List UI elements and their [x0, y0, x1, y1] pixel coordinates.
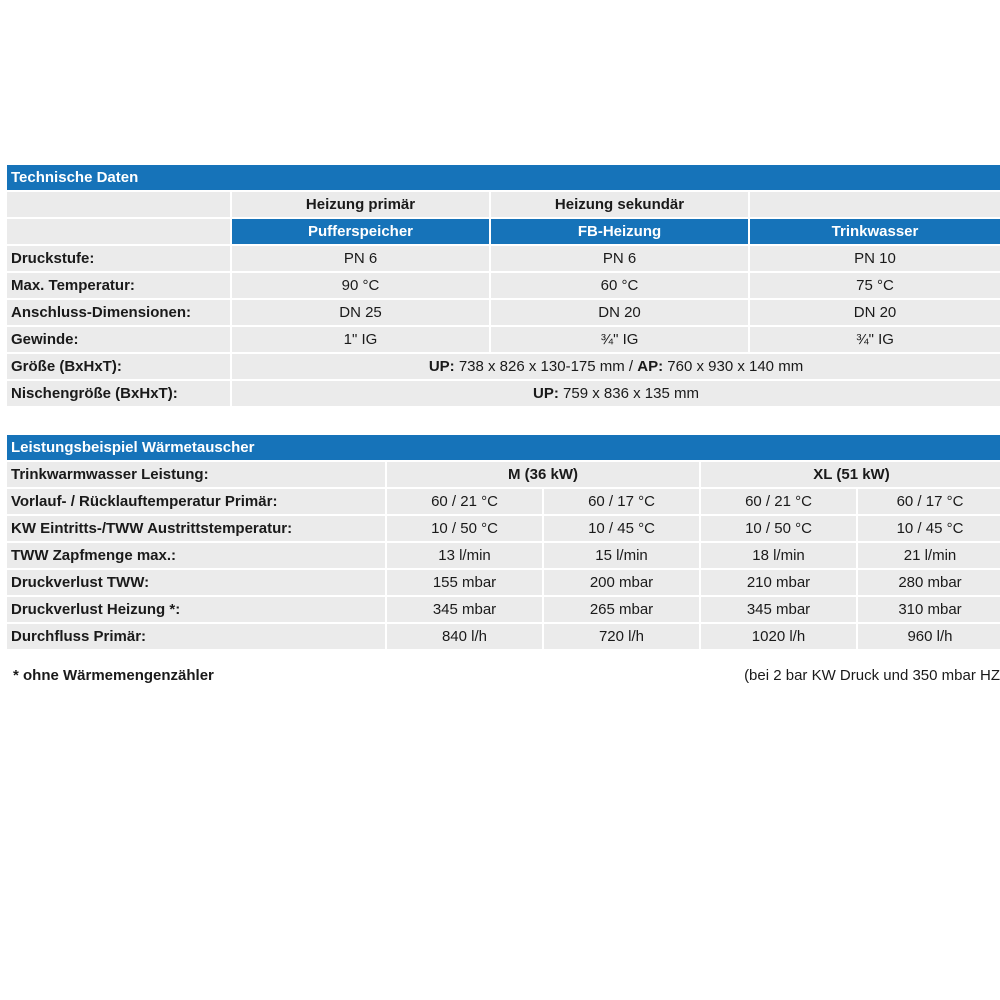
table-cell: 840 l/h [387, 624, 542, 649]
row-label: Größe (BxHxT): [7, 354, 230, 379]
table-cell: 345 mbar [701, 597, 856, 622]
measurement-conditions: (bei 2 bar KW Druck und 350 mbar HZ [744, 667, 1000, 684]
technical-data-title: Technische Daten [7, 165, 1000, 190]
performance-table [7, 435, 1000, 649]
table-cell: 60 / 17 °C [858, 489, 1000, 514]
table-cell: 345 mbar [387, 597, 542, 622]
table-cell: ¾" IG [491, 327, 748, 352]
table-cell: 60 / 21 °C [701, 489, 856, 514]
sub-header-fb-heizung: FB-Heizung [491, 219, 748, 244]
row-label: Max. Temperatur: [7, 273, 230, 298]
table-cell: 15 l/min [544, 543, 699, 568]
row-label: Druckverlust Heizung *: [7, 597, 385, 622]
table-cell: 210 mbar [701, 570, 856, 595]
row-label: Anschluss-Dimensionen: [7, 300, 230, 325]
table-cell: 75 °C [750, 273, 1000, 298]
table-row [7, 543, 1000, 568]
table-cell: 21 l/min [858, 543, 1000, 568]
table-cell: PN 6 [491, 246, 748, 271]
table-cell: 13 l/min [387, 543, 542, 568]
row-label: Trinkwarmwasser Leistung: [7, 462, 385, 487]
table-row [7, 327, 1000, 352]
row-label: Druckverlust TWW: [7, 570, 385, 595]
table-cell: 10 / 50 °C [701, 516, 856, 541]
table-row [7, 273, 1000, 298]
ap-value: 760 x 930 x 140 mm [663, 358, 804, 375]
up-key: UP: [428, 358, 455, 375]
technical-data-table [7, 165, 1000, 406]
group-header-primary: Heizung primär [232, 192, 489, 217]
table-footer [7, 667, 1000, 689]
row-label: Durchfluss Primär: [7, 624, 385, 649]
table-cell: 280 mbar [858, 570, 1000, 595]
table-cell: DN 25 [232, 300, 489, 325]
group-header-secondary: Heizung sekundär [491, 192, 748, 217]
row-label: Gewinde: [7, 327, 230, 352]
table-cell: 265 mbar [544, 597, 699, 622]
up-key: UP: [533, 385, 559, 402]
table-cell: 960 l/h [858, 624, 1000, 649]
table-cell: 60 / 21 °C [387, 489, 542, 514]
table-cell: DN 20 [750, 300, 1000, 325]
empty-cell [7, 192, 230, 217]
table-cell: 60 / 17 °C [544, 489, 699, 514]
table-cell: 200 mbar [544, 570, 699, 595]
table-cell: 310 mbar [858, 597, 1000, 622]
table-cell: 90 °C [232, 273, 489, 298]
sub-header-pufferspeicher: Pufferspeicher [232, 219, 489, 244]
row-label: Nischengröße (BxHxT): [7, 381, 230, 406]
row-label: Druckstufe: [7, 246, 230, 271]
row-label: TWW Zapfmenge max.: [7, 543, 385, 568]
table-cell: ¾" IG [750, 327, 1000, 352]
table-row [7, 597, 1000, 622]
table-cell: PN 10 [750, 246, 1000, 271]
up-value: 759 x 836 x 135 mm [558, 385, 699, 402]
sub-header-row [7, 219, 1000, 244]
table-cell: 10 / 50 °C [387, 516, 542, 541]
table-cell: DN 20 [491, 300, 748, 325]
table-row [7, 624, 1000, 649]
size-row [7, 354, 1000, 379]
table-row [7, 489, 1000, 514]
table-cell: 18 l/min [701, 543, 856, 568]
niche-value [232, 381, 1000, 406]
header-xl: XL (51 kW) [701, 462, 1000, 487]
table-cell: 1020 l/h [701, 624, 856, 649]
table-cell: 155 mbar [387, 570, 542, 595]
row-label: Vorlauf- / Rücklauftemperatur Primär: [7, 489, 385, 514]
header-m: M (36 kW) [387, 462, 699, 487]
group-header-row [7, 192, 1000, 217]
table-cell: 10 / 45 °C [544, 516, 699, 541]
table-row [7, 516, 1000, 541]
table-cell: 60 °C [491, 273, 748, 298]
performance-title: Leistungsbeispiel Wärmetauscher [7, 435, 1000, 460]
row-label: KW Eintritts-/TWW Austrittstemperatur: [7, 516, 385, 541]
table-row [7, 246, 1000, 271]
table-cell: 1" IG [232, 327, 489, 352]
table-cell: PN 6 [232, 246, 489, 271]
ap-key: AP: [637, 358, 664, 375]
sub-header-trinkwasser: Trinkwasser [750, 219, 1000, 244]
table-row [7, 300, 1000, 325]
empty-cell [7, 219, 230, 244]
size-value [232, 354, 1000, 379]
group-header-empty [750, 192, 1000, 217]
niche-row [7, 381, 1000, 406]
footnote: * ohne Wärmemengenzähler [13, 667, 214, 684]
table-row [7, 570, 1000, 595]
performance-header-row [7, 462, 1000, 487]
table-cell: 10 / 45 °C [858, 516, 1000, 541]
up-value: 738 x 826 x 130-175 mm / [454, 358, 638, 375]
table-cell: 720 l/h [544, 624, 699, 649]
